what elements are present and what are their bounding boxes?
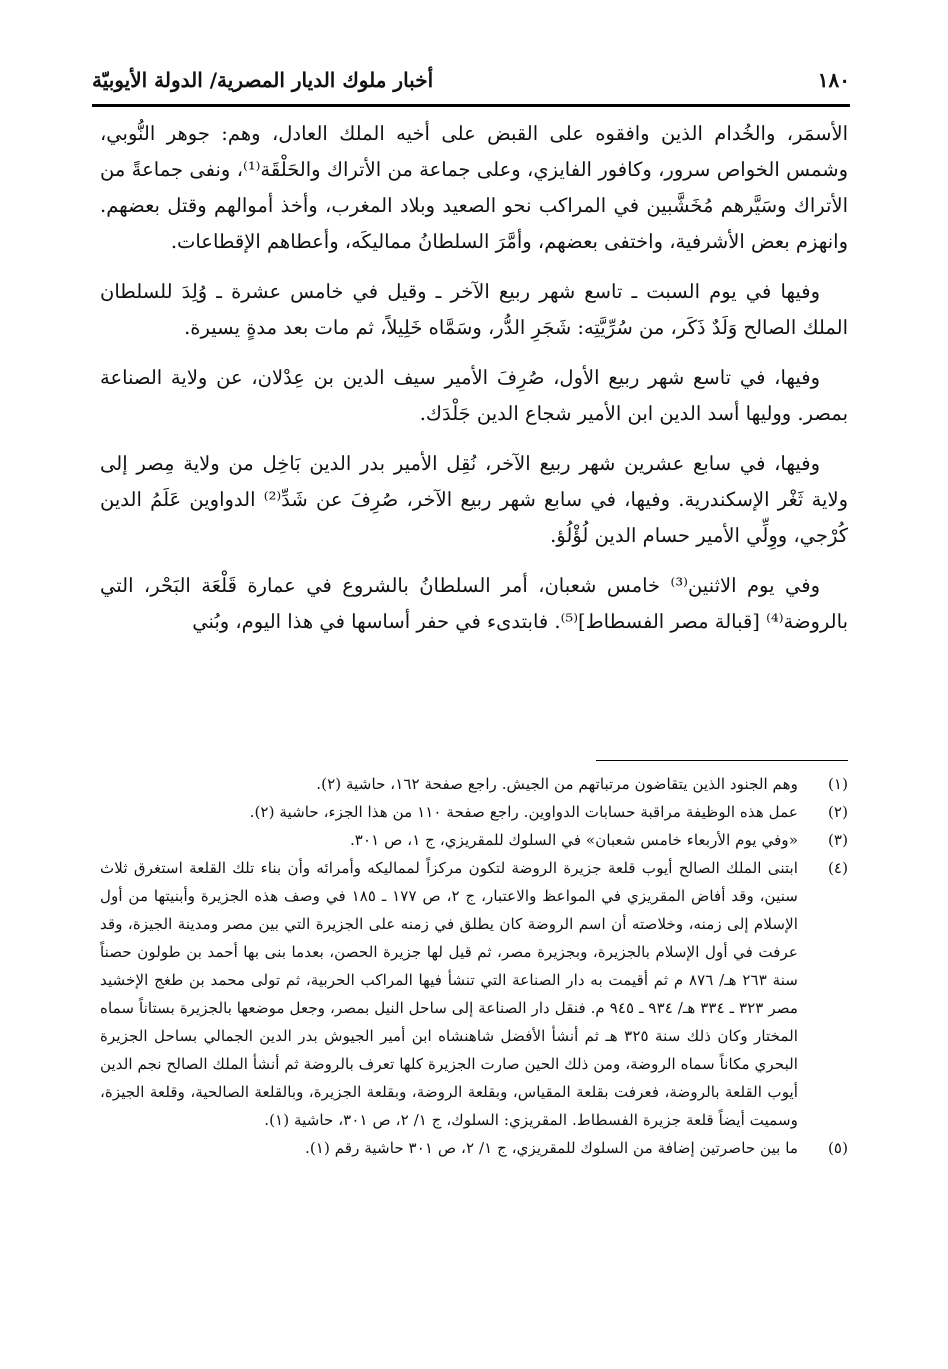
footnote-separator: [596, 760, 848, 761]
footnote-number: (٢): [827, 803, 848, 821]
header-rule: [92, 104, 850, 107]
main-text: [100, 116, 848, 654]
footnote-text: «وفي يوم الأربعاء خامس شعبان» في السلوك للمقريزي، ج ١، ص ٣٠١.: [349, 831, 798, 849]
paragraph: الأسمَر، والخُدام الذين وافقوه على القبض على أخيه الملك العادل، وهم: جوهر النُّوبي، وشمس الخواص سرور، وكافور الفايزي، وعلى جماعة من الأتراك والحَلْقَة⁽¹⁾، ونفى جماعةً من الأتراك وسَيَّرهم مُخَشَّبين في المراكب نحو الصعيد وبلاد المغرب، وأخذ أموالهم وقتل بعضهم. وانهزم بعض الأشرفية، واختفى بعضهم، وأمَّرَ السلطانُ مماليكَه، وأعطاهم الإقطاعات.: [100, 122, 849, 253]
footnote: [100, 854, 848, 1134]
running-title: أخبار ملوك الديار المصرية/ الدولة الأيوبيّة: [92, 68, 434, 92]
footnote: [100, 1134, 848, 1162]
footnote-number: (٣): [827, 831, 848, 849]
paragraph: وفيها، في تاسع شهر ربيع الأول، صُرِفَ الأمير سيف الدين بن عِدْلان، عن ولاية الصناعة بمصر. ووليها أسد الدين ابن الأمير شجاع الدين جَلْدَك.: [100, 366, 848, 425]
footnote-text: ما بين حاصرتين إضافة من السلوك للمقريزي، ج ١/ ٢، ص ٣٠١ حاشية رقم (١).: [305, 1139, 798, 1157]
footnotes: [100, 770, 848, 1162]
footnote-text: ابتنى الملك الصالح أيوب قلعة جزيرة الروضة لتكون مركزاً لمماليكه وأمرائه وأن بناء تلك القلعة استغرق ثلاث سنين، وقد أفاض المقريزي في المواعظ والاعتبار، ج ٢، ص ١٧٧ ـ ١٨٥ في وصف هذه الجزيرة وأبنيتها من أول الإسلام إلى زمنه، وخلاصته أن اسم الروضة كان يطلق في زمنه على الجزيرة التي بين مصر ومدينة الجيزة، وقد عرفت في أول الإسلام بالجزيرة، وبجزيرة مصر، ثم قيل لها جزيرة الحصن، بعدما بنى بها أحمد بن طولون حصناً سنة ٢٦٣ هـ/ ٨٧٦ م ثم أقيمت به دار الصناعة التي تنشأ فيها المراكب الحربية، ثم تولى محمد بن طغج الإخشيد مصر ٣٢٣ ـ ٣٣٤ هـ/ ٩٣٤ ـ ٩٤٥ م. فنقل دار الصناعة إلى ساحل النيل بمصر، وجعل موضعها بالجزيرة بستاناً سماه المختار وكان ذلك سنة ٣٢٥ هـ ثم أنشأ الأفضل شاهنشاه ابن أمير الجيوش بدر الدين الجمالي بساحل الجزيرة البحري مكاناً سماه الروضة، ومن ذلك الحين صارت الجزيرة كلها تعرف بالروضة ثم أنشأ الملك الصالح نجم الدين أيوب القلعة بالروضة، فعرفت بقلعة المقياس، وبقلعة الروضة، وبقلعة الجزيرة، وبالقلعة الصالحية، وقلعة الجيزة، وسميت أيضاً قلعة جزيرة الفسطاط. المقريزي: السلوك، ج ١/ ٢، ص ٣٠١، حاشية (١).: [100, 859, 799, 1129]
footnote: [100, 826, 848, 854]
footnote: [100, 770, 848, 798]
footnote-number: (١): [827, 775, 848, 793]
paragraph: وفي يوم الاثنين⁽³⁾ خامس شعبان، أمر السلطانُ بالشروع في عمارة قَلْعَة البَحْر، التي بالروضة⁽⁴⁾ [قبالة مصر الفسطاط]⁽⁵⁾. فابتدىء في حفر أساسها في هذا اليوم، وبُني: [100, 574, 848, 633]
page-header: [92, 58, 850, 102]
paragraph: وفيها، في سابع عشرين شهر ربيع الآخر، نُقِل الأمير بدر الدين بَاخِل من ولاية مِصر إلى ولاية ثَغْر الإسكندرية. وفيها، في سابع شهر ربيع الآخر، صُرِفَ عن شَدِّ⁽²⁾ الدواوين عَلَمُ الدين كُرْجي، ووِلِّي الأمير حسام الدين لُؤْلُؤ.: [100, 452, 849, 547]
footnote-number: (٤): [827, 859, 848, 877]
footnote-number: (٥): [827, 1139, 848, 1157]
paragraph: وفيها في يوم السبت ـ تاسع شهر ربيع الآخر ـ وقيل في خامس عشرة ـ وُلِدَ للسلطان الملك الصالح وَلَدٌ ذَكَر، من سُرِّيَّتِه: شَجَرِ الدُّر، وسَمَّاه خَلِيلاً، ثم مات بعد مدةٍ يسيرة.: [100, 280, 848, 339]
footnote-text: وهم الجنود الذين يتقاضون مرتباتهم من الجيش. راجع صفحة ١٦٢، حاشية (٢).: [316, 775, 798, 793]
footnote: [100, 798, 848, 826]
footnote-text: عمل هذه الوظيفة مراقبة حسابات الدواوين. راجع صفحة ١١٠ من هذا الجزء، حاشية (٢).: [249, 803, 798, 821]
page-number: ١٨٠: [817, 68, 850, 92]
